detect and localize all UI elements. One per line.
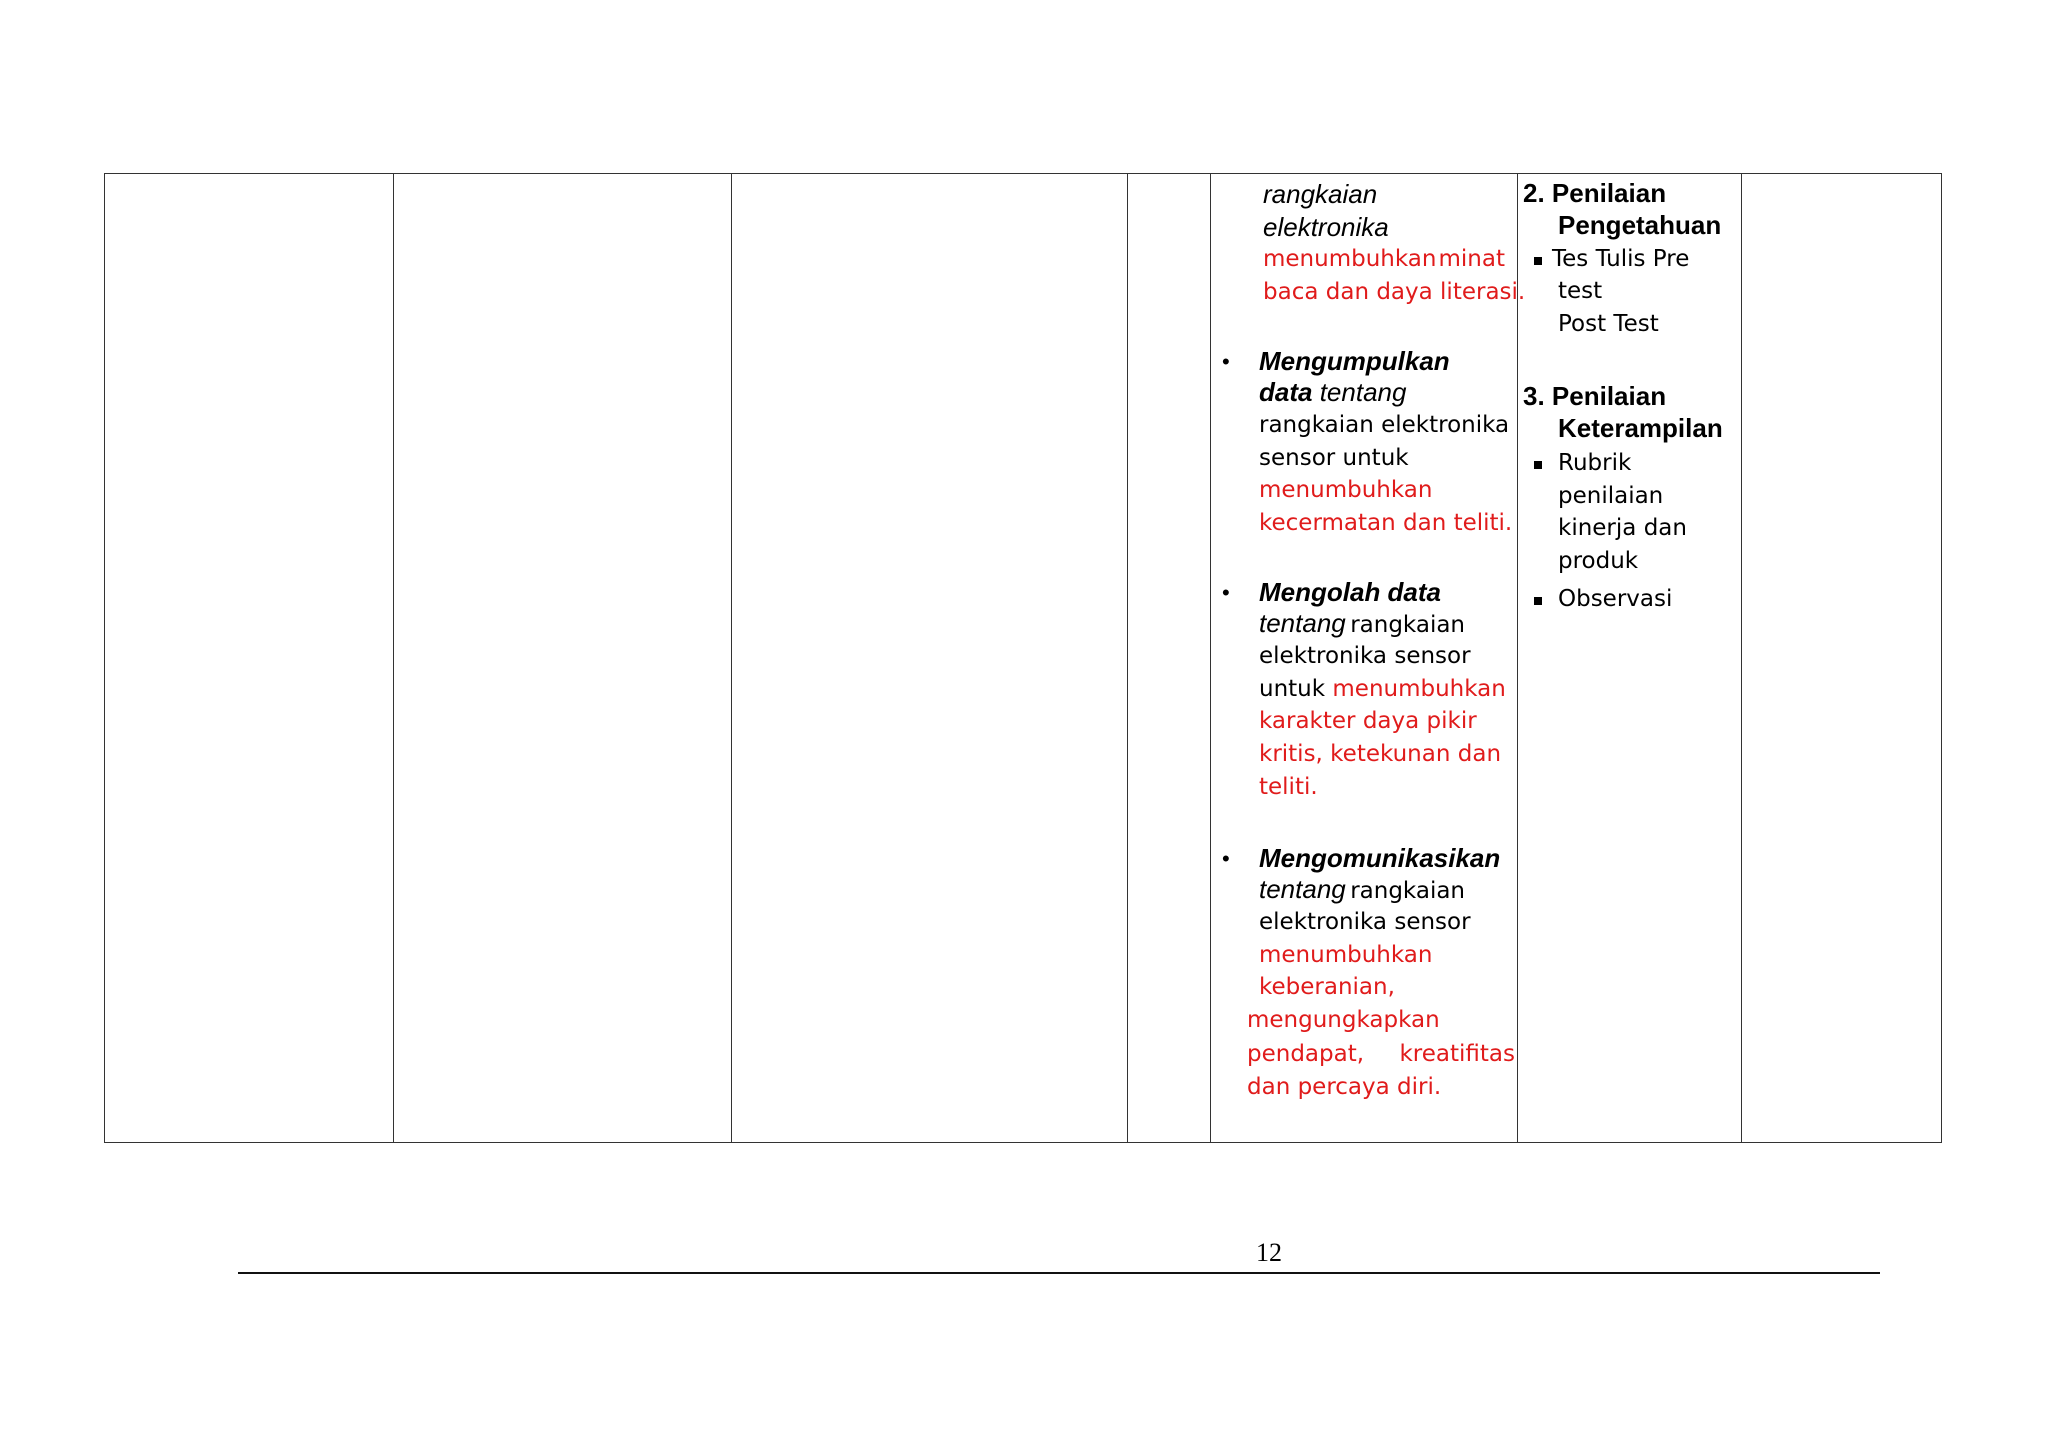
assessment-item: kinerja dan [1558, 515, 1687, 541]
activity-line: elektronika sensor [1259, 643, 1471, 669]
activity-intro-line: baca dan daya literasi. [1263, 279, 1526, 305]
table-cell-empty [1741, 173, 1942, 1143]
activity-line: teliti. [1259, 774, 1318, 800]
activity-line: keberanian, [1259, 974, 1395, 1000]
assessment-item: Observasi [1558, 586, 1673, 612]
activity-line: rangkaian elektronika [1259, 412, 1510, 438]
square-bullet-icon [1534, 461, 1542, 469]
activity-line: menumbuhkan [1259, 477, 1433, 503]
assessment-item: penilaian [1558, 483, 1664, 509]
assessment-item: Tes Tulis Pre [1552, 246, 1690, 272]
assessment-item: Rubrik [1558, 450, 1632, 476]
activity-line: mengungkapkan [1247, 1007, 1440, 1033]
activity-line: tentang rangkaian [1259, 874, 1466, 904]
activity-line: untuk menumbuhkan [1259, 676, 1506, 702]
bullet-icon: • [1222, 580, 1230, 605]
table-cell-empty [393, 173, 731, 1143]
activity-title: Mengumpulkan [1259, 346, 1450, 376]
activity-line: dan percaya diri. [1247, 1074, 1442, 1100]
assessment-heading: 2. Penilaian [1523, 178, 1667, 208]
activity-title: Mengolah data [1259, 577, 1442, 607]
activity-intro-line: elektronika [1263, 212, 1389, 242]
assessment-item: produk [1558, 548, 1639, 574]
assessment-heading: 3. Penilaian [1523, 381, 1667, 411]
assessment-heading: Keterampilan [1558, 413, 1723, 443]
activities-cell [1210, 173, 1526, 1143]
square-bullet-icon [1534, 257, 1542, 265]
activity-title: data tentang [1259, 377, 1407, 407]
assessment-item: Post Test [1558, 311, 1659, 337]
activity-line: kritis, ketekunan dan [1259, 741, 1502, 767]
activity-line: sensor untuk [1259, 445, 1409, 471]
assessment-item: test [1558, 278, 1603, 304]
activity-line: tentang rangkaian [1259, 608, 1466, 638]
footer-rule [238, 1272, 1880, 1274]
activity-line: pendapat, kreatifitas [1247, 1041, 1515, 1067]
table-cell-empty [104, 173, 393, 1143]
assessment-heading: Pengetahuan [1558, 210, 1722, 240]
activity-line: karakter daya pikir [1259, 708, 1477, 734]
activity-intro-line: rangkaian [1263, 179, 1378, 209]
bullet-icon: • [1222, 846, 1230, 871]
table-cell-empty [731, 173, 1127, 1143]
page-number: 12 [1256, 1238, 1282, 1267]
activity-line: kecermatan dan teliti. [1259, 510, 1513, 536]
activity-line: menumbuhkan [1259, 942, 1433, 968]
activity-intro-word: minat [1438, 246, 1505, 272]
activity-intro-line [1263, 243, 1505, 276]
assessment-cell [1517, 173, 1741, 1143]
bullet-icon: • [1222, 349, 1230, 374]
activity-line: elektronika sensor [1259, 909, 1471, 935]
square-bullet-icon [1534, 597, 1542, 605]
table-cell-empty [1127, 173, 1210, 1143]
activity-intro-word: menumbuhkan [1263, 246, 1437, 272]
activity-title: Mengomunikasikan [1259, 843, 1501, 873]
